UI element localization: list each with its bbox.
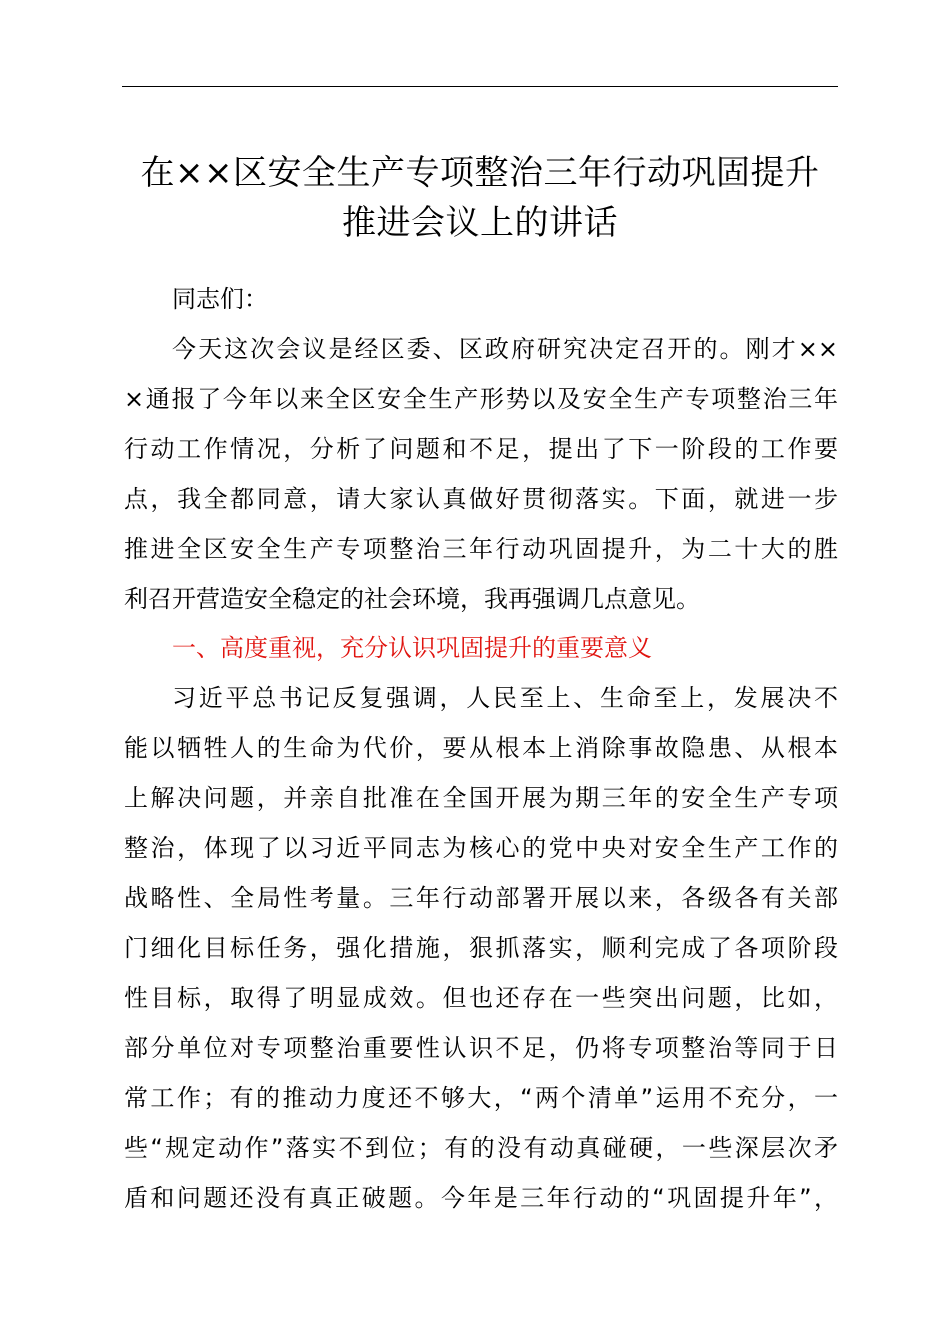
paragraph-line: 今天这次会议是经区委、区政府研究决定召开的。刚才××	[172, 335, 838, 363]
paragraph-line: 常工作；有的推动力度还不够大，“两个清单”运用不充分，一	[124, 1084, 838, 1112]
paragraph-line: 门细化目标任务，强化措施，狠抓落实，顺利完成了各项阶段	[124, 934, 838, 962]
paragraph-line: 上解决问题，并亲自批准在全国开展为期三年的安全生产专项	[124, 784, 838, 812]
paragraph-line: 行动工作情况，分析了问题和不足，提出了下一阶段的工作要	[124, 435, 838, 463]
paragraph-line: ×通报了今年以来全区安全生产形势以及安全生产专项整治三年	[124, 385, 838, 413]
title-line-2: 推进会议上的讲话	[342, 203, 618, 243]
paragraph-line: 点，我全都同意，请大家认真做好贯彻落实。下面，就进一步	[124, 485, 838, 513]
paragraph-line: 习近平总书记反复强调，人民至上、生命至上，发展决不	[172, 684, 838, 712]
paragraph-line: 部分单位对专项整治重要性认识不足，仍将专项整治等同于日	[124, 1034, 838, 1062]
paragraph-1	[124, 324, 838, 624]
document-title	[110, 148, 850, 248]
paragraph-line: 战略性、全局性考量。三年行动部署开展以来，各级各有关部	[124, 884, 838, 912]
paragraph-2	[124, 673, 838, 1223]
paragraph-line: 推进全区安全生产专项整治三年行动巩固提升，为二十大的胜	[124, 535, 838, 563]
header-rule	[122, 86, 838, 87]
section-heading-text: 一、高度重视，充分认识巩固提升的重要意义	[172, 634, 652, 662]
paragraph-line: 利召开营造安全稳定的社会环境，我再强调几点意见。	[124, 585, 700, 613]
paragraph-line: 能以牺牲人的生命为代价，要从根本上消除事故隐患、从根本	[124, 734, 838, 762]
paragraph-line: 些“规定动作”落实不到位；有的没有动真碰硬，一些深层次矛	[124, 1134, 838, 1162]
paragraph-line: 性目标，取得了明显成效。但也还存在一些突出问题，比如，	[124, 984, 838, 1012]
salutation-text: 同志们：	[172, 285, 268, 313]
paragraph-line: 盾和问题还没有真正破题。今年是三年行动的“巩固提升年”，	[124, 1184, 838, 1212]
section-heading-1	[124, 623, 838, 673]
paragraph-line: 整治，体现了以习近平同志为核心的党中央对安全生产工作的	[124, 834, 838, 862]
title-line-1: 在××区安全生产专项整治三年行动巩固提升	[140, 153, 820, 193]
salutation	[124, 274, 838, 324]
